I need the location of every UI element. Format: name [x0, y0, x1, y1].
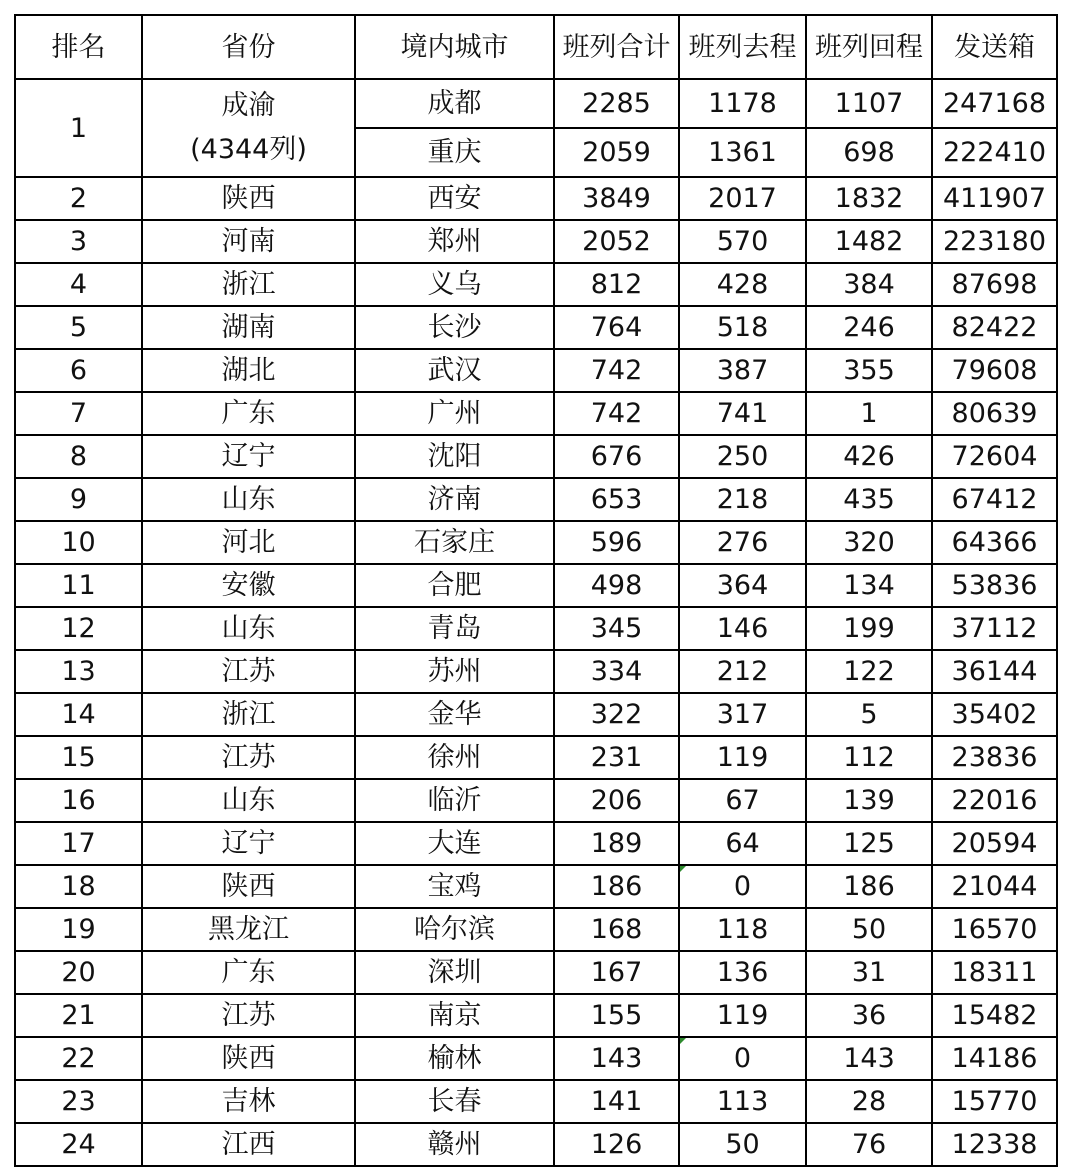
province-cell[interactable]: 江苏: [142, 994, 355, 1037]
inbound-cell[interactable]: 28: [806, 1080, 932, 1123]
city-cell[interactable]: 青岛: [355, 607, 554, 650]
outbound-cell[interactable]: 212: [679, 650, 806, 693]
province-cell[interactable]: 湖北: [142, 349, 355, 392]
outbound-cell[interactable]: 146: [679, 607, 806, 650]
province-name: 成渝: [221, 90, 276, 121]
boxes-cell[interactable]: 82422: [932, 306, 1057, 349]
rank-cell[interactable]: 1: [15, 79, 142, 177]
total-cell[interactable]: 334: [554, 650, 679, 693]
rank-cell[interactable]: 9: [15, 478, 142, 521]
total-cell[interactable]: 141: [554, 1080, 679, 1123]
total-cell[interactable]: 3849: [554, 177, 679, 220]
header-outbound-trains[interactable]: 班列去程: [679, 15, 806, 79]
boxes-cell[interactable]: 53836: [932, 564, 1057, 607]
table-row: [15, 392, 1057, 435]
boxes-cell[interactable]: 22016: [932, 779, 1057, 822]
inbound-cell[interactable]: 1482: [806, 220, 932, 263]
rank-cell[interactable]: 8: [15, 435, 142, 478]
city-cell[interactable]: 深圳: [355, 951, 554, 994]
table-row: [15, 736, 1057, 779]
outbound-cell[interactable]: 67: [679, 779, 806, 822]
outbound-cell[interactable]: 276: [679, 521, 806, 564]
city-cell[interactable]: 济南: [355, 478, 554, 521]
inbound-cell[interactable]: 31: [806, 951, 932, 994]
inbound-cell[interactable]: 698: [806, 128, 932, 177]
province-cell[interactable]: 浙江: [142, 263, 355, 306]
boxes-cell[interactable]: 35402: [932, 693, 1057, 736]
total-cell[interactable]: 742: [554, 392, 679, 435]
city-cell[interactable]: 长春: [355, 1080, 554, 1123]
outbound-cell[interactable]: 113: [679, 1080, 806, 1123]
province-cell[interactable]: 陕西: [142, 865, 355, 908]
inbound-cell[interactable]: 76: [806, 1123, 932, 1166]
boxes-cell[interactable]: 15482: [932, 994, 1057, 1037]
inbound-cell[interactable]: 320: [806, 521, 932, 564]
outbound-cell[interactable]: 64: [679, 822, 806, 865]
boxes-cell[interactable]: 223180: [932, 220, 1057, 263]
header-total-trains[interactable]: 班列合计: [554, 15, 679, 79]
province-cell[interactable]: 江苏: [142, 736, 355, 779]
inbound-cell[interactable]: 122: [806, 650, 932, 693]
province-cell[interactable]: 安徽: [142, 564, 355, 607]
province-cell[interactable]: 陕西: [142, 177, 355, 220]
city-cell[interactable]: 赣州: [355, 1123, 554, 1166]
province-cell[interactable]: 河北: [142, 521, 355, 564]
outbound-cell[interactable]: 50: [679, 1123, 806, 1166]
total-cell[interactable]: 168: [554, 908, 679, 951]
outbound-cell[interactable]: 387: [679, 349, 806, 392]
city-cell[interactable]: 石家庄: [355, 521, 554, 564]
inbound-cell[interactable]: 199: [806, 607, 932, 650]
table-row: [15, 220, 1057, 263]
rank-cell[interactable]: 21: [15, 994, 142, 1037]
province-cell[interactable]: 广东: [142, 951, 355, 994]
total-cell[interactable]: 2052: [554, 220, 679, 263]
rank-cell[interactable]: 12: [15, 607, 142, 650]
total-cell[interactable]: 345: [554, 607, 679, 650]
inbound-cell[interactable]: 1: [806, 392, 932, 435]
total-cell[interactable]: 676: [554, 435, 679, 478]
province-cell[interactable]: 黑龙江: [142, 908, 355, 951]
table-row: [15, 693, 1057, 736]
rank-cell[interactable]: 22: [15, 1037, 142, 1080]
outbound-cell[interactable]: 136: [679, 951, 806, 994]
boxes-cell[interactable]: 67412: [932, 478, 1057, 521]
boxes-cell[interactable]: 72604: [932, 435, 1057, 478]
header-city[interactable]: 境内城市: [355, 15, 554, 79]
rank-cell[interactable]: 23: [15, 1080, 142, 1123]
province-cell[interactable]: 吉林: [142, 1080, 355, 1123]
city-cell[interactable]: 重庆: [355, 128, 554, 177]
outbound-cell[interactable]: 2017: [679, 177, 806, 220]
total-cell[interactable]: 2059: [554, 128, 679, 177]
total-cell[interactable]: 653: [554, 478, 679, 521]
city-cell[interactable]: 郑州: [355, 220, 554, 263]
province-cell[interactable]: 山东: [142, 779, 355, 822]
outbound-cell[interactable]: 428: [679, 263, 806, 306]
city-cell[interactable]: 金华: [355, 693, 554, 736]
city-cell[interactable]: 成都: [355, 79, 554, 128]
total-cell[interactable]: 155: [554, 994, 679, 1037]
province-cell[interactable]: 江苏: [142, 650, 355, 693]
header-boxes-sent[interactable]: 发送箱: [932, 15, 1057, 79]
rank-cell[interactable]: 15: [15, 736, 142, 779]
outbound-cell[interactable]: 1361: [679, 128, 806, 177]
total-cell[interactable]: 742: [554, 349, 679, 392]
table-row: [15, 1123, 1057, 1166]
total-cell[interactable]: 498: [554, 564, 679, 607]
table-row: [15, 951, 1057, 994]
city-cell[interactable]: 临沂: [355, 779, 554, 822]
outbound-cell[interactable]: 218: [679, 478, 806, 521]
boxes-cell[interactable]: 21044: [932, 865, 1057, 908]
total-cell[interactable]: 2285: [554, 79, 679, 128]
province-cell-merged[interactable]: [142, 79, 355, 177]
city-cell[interactable]: 哈尔滨: [355, 908, 554, 951]
city-cell[interactable]: 合肥: [355, 564, 554, 607]
province-cell[interactable]: 河南: [142, 220, 355, 263]
city-cell[interactable]: 徐州: [355, 736, 554, 779]
province-cell[interactable]: 湖南: [142, 306, 355, 349]
table-row: [15, 306, 1057, 349]
province-cell[interactable]: 陕西: [142, 1037, 355, 1080]
rank-cell[interactable]: 18: [15, 865, 142, 908]
city-cell[interactable]: 南京: [355, 994, 554, 1037]
city-cell[interactable]: 广州: [355, 392, 554, 435]
boxes-cell[interactable]: 411907: [932, 177, 1057, 220]
boxes-cell[interactable]: 37112: [932, 607, 1057, 650]
rank-cell[interactable]: 24: [15, 1123, 142, 1166]
rank-cell[interactable]: 2: [15, 177, 142, 220]
outbound-cell[interactable]: 364: [679, 564, 806, 607]
rank-cell[interactable]: 7: [15, 392, 142, 435]
table-row: [15, 521, 1057, 564]
table-row: [15, 177, 1057, 220]
table-row: [15, 779, 1057, 822]
rank-cell[interactable]: 20: [15, 951, 142, 994]
province-cell[interactable]: 浙江: [142, 693, 355, 736]
boxes-cell[interactable]: 87698: [932, 263, 1057, 306]
rank-cell[interactable]: 10: [15, 521, 142, 564]
inbound-cell[interactable]: 143: [806, 1037, 932, 1080]
table-row: [15, 650, 1057, 693]
inbound-cell[interactable]: 5: [806, 693, 932, 736]
outbound-cell[interactable]: 1178: [679, 79, 806, 128]
outbound-cell[interactable]: 741: [679, 392, 806, 435]
province-cell[interactable]: 辽宁: [142, 435, 355, 478]
total-cell[interactable]: 189: [554, 822, 679, 865]
total-cell[interactable]: 167: [554, 951, 679, 994]
boxes-cell[interactable]: 80639: [932, 392, 1057, 435]
total-cell[interactable]: 812: [554, 263, 679, 306]
inbound-cell[interactable]: 186: [806, 865, 932, 908]
city-cell[interactable]: 西安: [355, 177, 554, 220]
total-cell[interactable]: 322: [554, 693, 679, 736]
inbound-cell[interactable]: 435: [806, 478, 932, 521]
inbound-cell[interactable]: 125: [806, 822, 932, 865]
boxes-cell[interactable]: 36144: [932, 650, 1057, 693]
inbound-cell[interactable]: 1107: [806, 79, 932, 128]
outbound-cell[interactable]: 518: [679, 306, 806, 349]
total-cell[interactable]: 143: [554, 1037, 679, 1080]
city-cell[interactable]: 武汉: [355, 349, 554, 392]
spreadsheet-sheet: [14, 14, 1058, 1167]
table-row: [15, 994, 1057, 1037]
province-cell[interactable]: 辽宁: [142, 822, 355, 865]
table-row: [15, 822, 1057, 865]
rank-cell[interactable]: 11: [15, 564, 142, 607]
outbound-cell[interactable]: 119: [679, 994, 806, 1037]
rank-cell[interactable]: 16: [15, 779, 142, 822]
outbound-cell[interactable]: 317: [679, 693, 806, 736]
province-cell[interactable]: 广东: [142, 392, 355, 435]
rank-cell[interactable]: 5: [15, 306, 142, 349]
city-cell[interactable]: 苏州: [355, 650, 554, 693]
outbound-cell[interactable]: 119: [679, 736, 806, 779]
province-train-count: (4344列): [190, 134, 307, 165]
province-cell[interactable]: 山东: [142, 478, 355, 521]
rank-cell[interactable]: 6: [15, 349, 142, 392]
boxes-cell[interactable]: 23836: [932, 736, 1057, 779]
table-row: [15, 263, 1057, 306]
table-row: [15, 79, 1057, 128]
outbound-cell[interactable]: 570: [679, 220, 806, 263]
boxes-cell[interactable]: 79608: [932, 349, 1057, 392]
header-province[interactable]: 省份: [142, 15, 355, 79]
city-cell[interactable]: 大连: [355, 822, 554, 865]
outbound-cell[interactable]: 0: [679, 865, 806, 908]
rail-ranking-table: [14, 14, 1058, 1167]
outbound-cell[interactable]: 118: [679, 908, 806, 951]
table-row: [15, 1037, 1057, 1080]
header-row: [15, 15, 1057, 79]
city-cell[interactable]: 义乌: [355, 263, 554, 306]
table-row: [15, 865, 1057, 908]
rank-cell[interactable]: 4: [15, 263, 142, 306]
inbound-cell[interactable]: 426: [806, 435, 932, 478]
inbound-cell[interactable]: 134: [806, 564, 932, 607]
city-cell[interactable]: 长沙: [355, 306, 554, 349]
total-cell[interactable]: 596: [554, 521, 679, 564]
boxes-cell[interactable]: 64366: [932, 521, 1057, 564]
rank-cell[interactable]: 13: [15, 650, 142, 693]
outbound-cell[interactable]: 0: [679, 1037, 806, 1080]
table-row: [15, 435, 1057, 478]
province-cell[interactable]: 江西: [142, 1123, 355, 1166]
table-row: [15, 564, 1057, 607]
rank-cell[interactable]: 19: [15, 908, 142, 951]
outbound-cell[interactable]: 250: [679, 435, 806, 478]
table-row: [15, 478, 1057, 521]
inbound-cell[interactable]: 246: [806, 306, 932, 349]
boxes-cell[interactable]: 16570: [932, 908, 1057, 951]
city-cell[interactable]: 榆林: [355, 1037, 554, 1080]
total-cell[interactable]: 764: [554, 306, 679, 349]
header-inbound-trains[interactable]: 班列回程: [806, 15, 932, 79]
rank-cell[interactable]: 14: [15, 693, 142, 736]
table-row: [15, 908, 1057, 951]
province-cell[interactable]: 山东: [142, 607, 355, 650]
table-row: [15, 1080, 1057, 1123]
boxes-cell[interactable]: 15770: [932, 1080, 1057, 1123]
table-row: [15, 349, 1057, 392]
boxes-cell[interactable]: 14186: [932, 1037, 1057, 1080]
boxes-cell[interactable]: 18311: [932, 951, 1057, 994]
city-cell[interactable]: 沈阳: [355, 435, 554, 478]
header-rank[interactable]: 排名: [15, 15, 142, 79]
inbound-cell[interactable]: 112: [806, 736, 932, 779]
boxes-cell[interactable]: 222410: [932, 128, 1057, 177]
table-row: [15, 607, 1057, 650]
inbound-cell[interactable]: 139: [806, 779, 932, 822]
boxes-cell[interactable]: 12338: [932, 1123, 1057, 1166]
inbound-cell[interactable]: 355: [806, 349, 932, 392]
boxes-cell[interactable]: 20594: [932, 822, 1057, 865]
total-cell[interactable]: 206: [554, 779, 679, 822]
inbound-cell[interactable]: 1832: [806, 177, 932, 220]
boxes-cell[interactable]: 247168: [932, 79, 1057, 128]
inbound-cell[interactable]: 50: [806, 908, 932, 951]
inbound-cell[interactable]: 384: [806, 263, 932, 306]
total-cell[interactable]: 231: [554, 736, 679, 779]
inbound-cell[interactable]: 36: [806, 994, 932, 1037]
total-cell[interactable]: 126: [554, 1123, 679, 1166]
city-cell[interactable]: 宝鸡: [355, 865, 554, 908]
rank-cell[interactable]: 3: [15, 220, 142, 263]
rank-cell[interactable]: 17: [15, 822, 142, 865]
total-cell[interactable]: 186: [554, 865, 679, 908]
